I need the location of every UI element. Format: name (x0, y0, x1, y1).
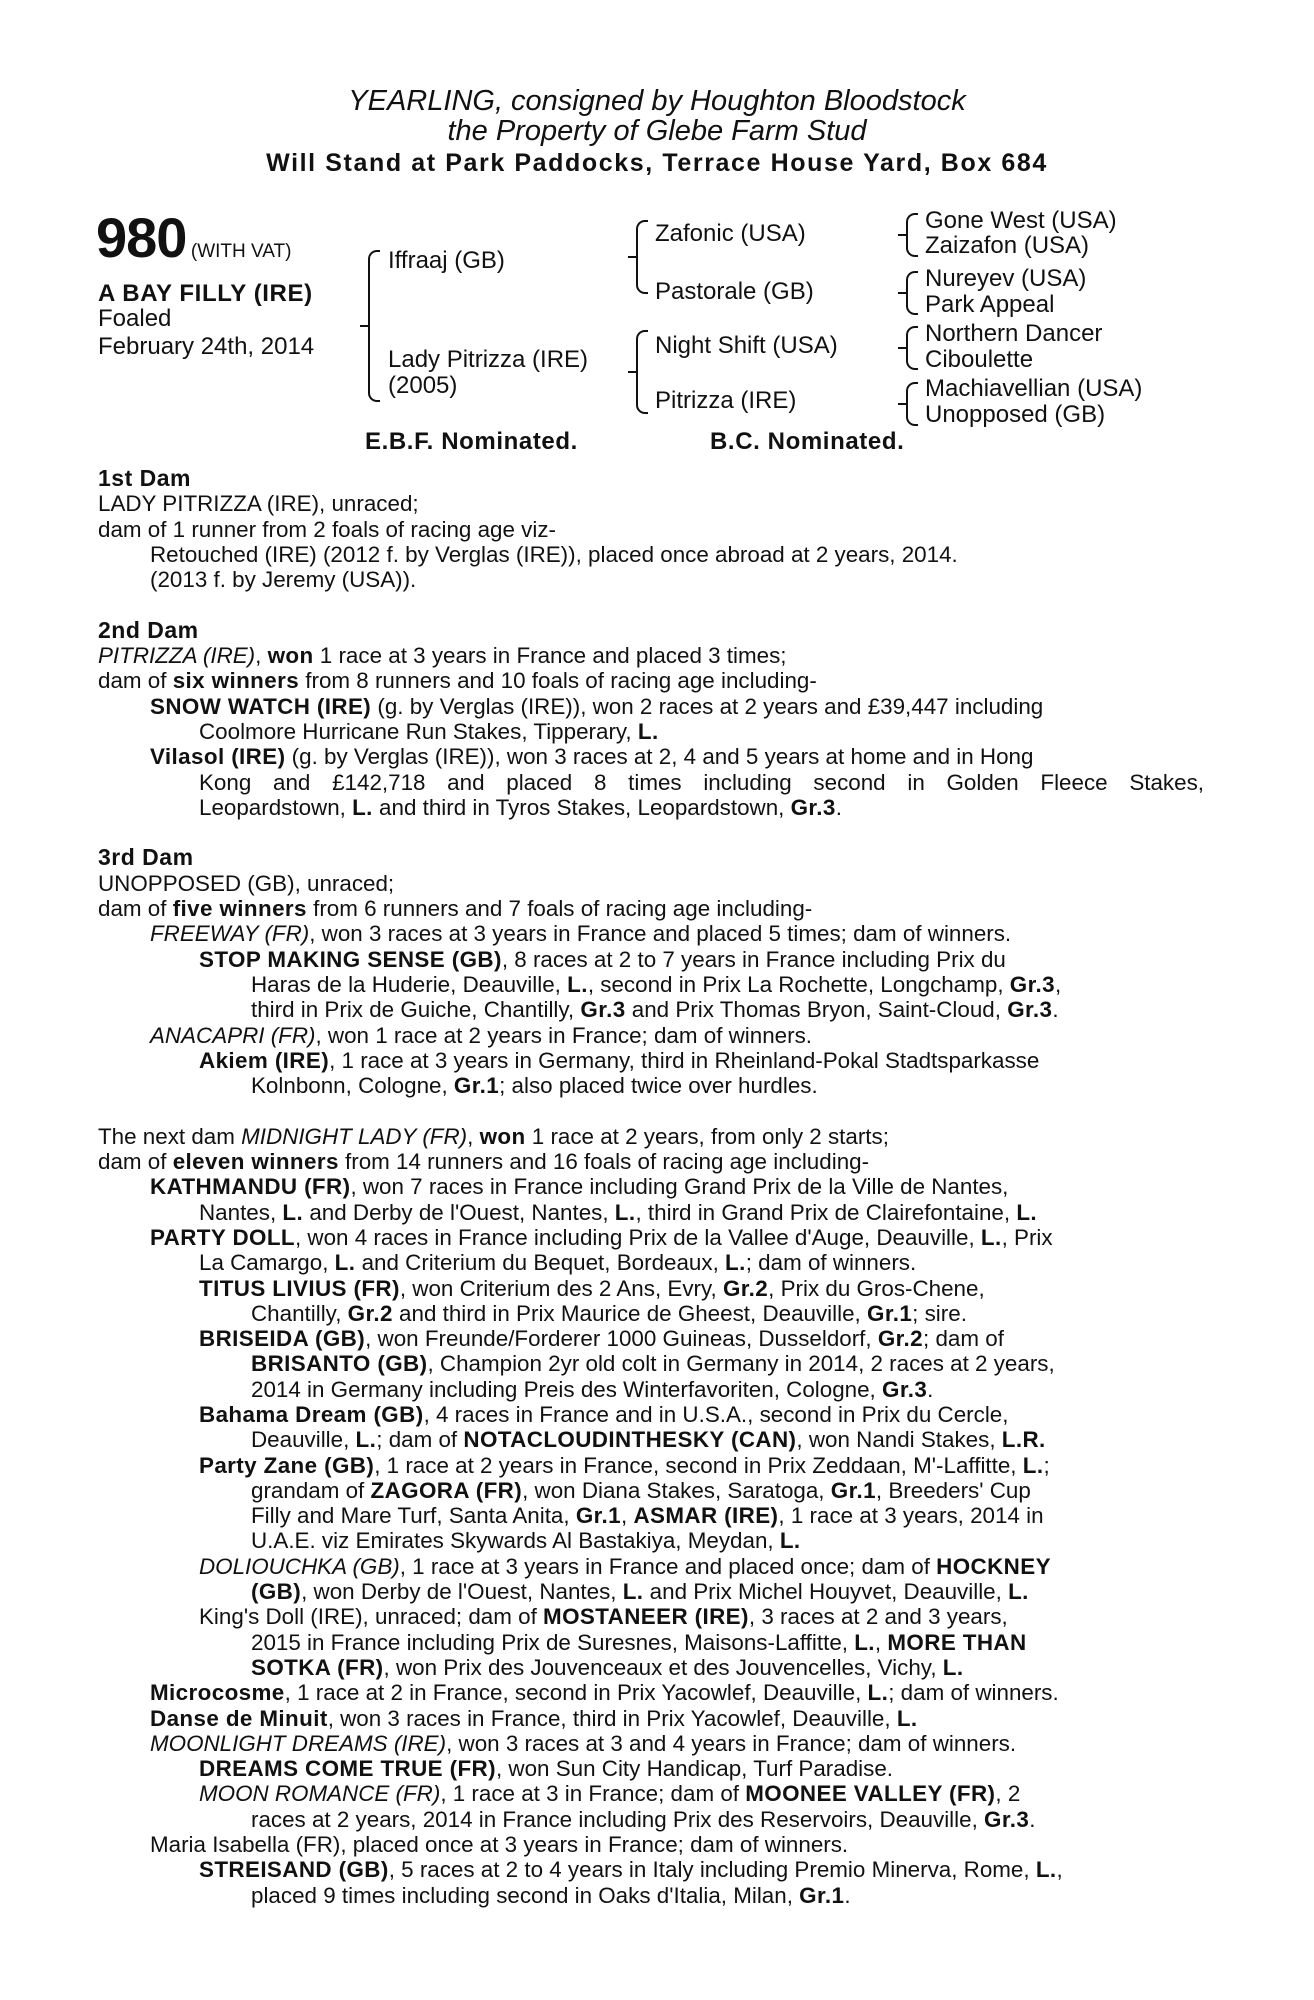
next-dam-line (98, 1301, 1204, 1326)
sire-name: Iffraaj (GB) (388, 247, 505, 274)
text-run: , third in Grand Prix de Clairefontaine, (635, 1199, 1017, 1225)
text-run: 1 race at 2 years, from only 2 starts; (525, 1123, 889, 1149)
text-run: , Prix du Gros-Chene, (768, 1275, 985, 1301)
pedigree-bracket-1 (368, 250, 380, 402)
text-run: U.A.E. viz Emirates Skywards Al Bastakiya, Meydan, (251, 1528, 780, 1554)
pedigree-bracket-2a (636, 220, 648, 294)
text-run: from 8 runners and 10 foals of racing age including- (299, 668, 817, 694)
lot-number-block (96, 206, 292, 269)
text-run: Gr.2 (722, 1275, 769, 1301)
text-run: DREAMS COME TRUE (FR) (199, 1756, 496, 1782)
text-run: and Prix Thomas Bryon, Saint-Cloud, (625, 997, 1008, 1023)
text-run: L. (567, 971, 588, 997)
third-dam-title: 3rd Dam (98, 844, 194, 871)
text-run: BRISANTO (GB) (251, 1351, 428, 1377)
text-run: PARTY DOLL (150, 1224, 295, 1250)
text-run: KATHMANDU (FR) (150, 1174, 351, 1200)
text-run: HOCKNEY (936, 1553, 1051, 1579)
foaled-date: February 24th, 2014 (98, 333, 315, 360)
sire-sire: Zafonic (USA) (655, 220, 806, 247)
text-run: 2014 in Germany including Preis des Winterfavoriten, Cologne, (251, 1376, 882, 1402)
text-run: , (1054, 971, 1062, 997)
consignment-line: YEARLING, consigned by Houghton Bloodstock (348, 85, 966, 117)
text-run: third in Prix de Guiche, Chantilly, (251, 997, 581, 1023)
text-run: , won 1 race at 2 years in France; dam of winners. (315, 1022, 813, 1048)
text-run: five winners (172, 896, 307, 922)
ebf-nominated: E.B.F. Nominated. (365, 428, 578, 455)
next-dam-line (98, 1174, 1204, 1199)
text-run: and third in Tyros Stakes, Leopardstown, (372, 794, 791, 820)
text-run: ; dam of winners. (888, 1680, 1059, 1706)
next-dam-line (98, 1200, 1204, 1225)
text-run: Haras de la Huderie, Deauville, (251, 971, 568, 997)
text-run: Deauville, (251, 1427, 356, 1453)
next-dam-line (98, 1604, 1204, 1629)
text-run: , 3 races at 2 and 3 years, (748, 1604, 1008, 1630)
text-run: ANACAPRI (FR) (150, 1022, 316, 1048)
next-dam-line (98, 1225, 1204, 1250)
text-run: MIDNIGHT LADY (FR) (241, 1123, 468, 1149)
text-run: L. (1022, 1452, 1044, 1478)
text-run: ; dam of (923, 1326, 1004, 1352)
text-run: MOSTANEER (IRE) (543, 1604, 749, 1630)
text-run: La Camargo, (199, 1250, 335, 1276)
gp-4: Park Appeal (925, 291, 1055, 318)
text-run: Gr.3 (1007, 997, 1053, 1023)
text-run: 1 race at 3 years in France and placed 3 times; (313, 643, 787, 669)
text-run: Bahama Dream (GB) (199, 1401, 424, 1427)
second-dam-line (98, 795, 1204, 820)
text-run: Akiem (IRE) (199, 1047, 330, 1073)
sire-dam: Pastorale (GB) (655, 278, 814, 305)
next-dam-line (98, 1781, 1204, 1806)
text-run: STREISAND (GB) (199, 1857, 389, 1883)
bc-nominated: B.C. Nominated. (710, 428, 905, 455)
text-run: Gr.1 (867, 1300, 913, 1326)
foaled-label: Foaled (98, 305, 172, 332)
text-run: MORE THAN (887, 1629, 1027, 1655)
text-run: . (1052, 997, 1059, 1023)
text-run: won (479, 1123, 526, 1149)
text-run: SOTKA (FR) (251, 1654, 384, 1680)
text-run: , 1 race at 2 years in France, second in Prix Zeddaan, M'-Laffitte, (374, 1452, 1023, 1478)
text-run: L. (614, 1199, 636, 1225)
gp-7: Machiavellian (USA) (925, 375, 1143, 402)
third-dam-line (98, 896, 1204, 921)
next-dam-line (98, 1579, 1204, 1604)
next-dam-line (98, 1680, 1204, 1705)
first-dam-title: 1st Dam (98, 465, 191, 491)
text-run: Gr.1 (575, 1503, 621, 1529)
text-run: BRISEIDA (GB) (199, 1326, 366, 1352)
text-run: placed 9 times including second in Oaks d'Italia, Milan, (251, 1882, 800, 1908)
text-run: L. (334, 1250, 356, 1276)
text-run: DOLIOUCHKA (GB) (199, 1553, 400, 1579)
text-run: and Derby de l'Ouest, Nantes, (303, 1199, 615, 1225)
text-run: ; dam of winners. (745, 1250, 917, 1276)
text-run: Gr.2 (877, 1326, 924, 1352)
text-run: , 1 race at 3 years in France and placed once; dam of (399, 1553, 937, 1579)
text-run: won (267, 643, 314, 669)
text-run: dam of (98, 1149, 173, 1175)
text-run: STOP MAKING SENSE (GB) (199, 946, 502, 972)
text-run: L. (867, 1680, 889, 1706)
text-run: Leopardstown, (199, 794, 353, 820)
next-dam-line (98, 1276, 1204, 1301)
text-run: (GB) (251, 1579, 302, 1605)
pedigree-bracket-3c (906, 326, 918, 370)
text-run: , 1 race at 3 in France; dam of (440, 1781, 746, 1807)
text-run: . (927, 1376, 934, 1402)
text-run: MOONEE VALLEY (FR) (745, 1781, 996, 1807)
next-dam-line (98, 1149, 1204, 1174)
text-run: L. (355, 1427, 377, 1453)
text-run: Gr.1 (453, 1073, 500, 1099)
text-run: Party Zane (GB) (199, 1452, 375, 1478)
pedigree-bracket-3b (906, 271, 918, 315)
lot-number: 980 (96, 206, 187, 269)
text-run: , won 7 races in France including Grand Prix de la Ville de Nantes, (350, 1174, 1009, 1200)
text-run: six winners (172, 668, 300, 694)
third-dam-line (98, 921, 1204, 946)
third-dam-line (98, 1023, 1204, 1048)
text-run: (g. by Verglas (IRE)), won 2 races at 2 years and £39,447 including (371, 693, 1044, 719)
next-dam-line (98, 1377, 1204, 1402)
text-run: Filly and Mare Turf, Santa Anita, (251, 1503, 576, 1529)
next-dam-line (98, 1124, 1204, 1149)
next-dam-line (98, 1706, 1204, 1731)
text-run: , 2 (995, 1781, 1021, 1807)
next-dam-line (98, 1453, 1204, 1478)
text-run: Gr.3 (580, 997, 626, 1023)
text-run: , won Derby de l'Ouest, Nantes, (301, 1579, 623, 1605)
text-run: races at 2 years, 2014 in France including Prix des Reservoirs, Deauville, (251, 1806, 985, 1832)
dam-name: Lady Pitrizza (IRE) (388, 346, 589, 373)
gp-3: Nureyev (USA) (925, 265, 1087, 292)
text-run: and Prix Michel Houyvet, Deauville, (643, 1579, 1009, 1605)
text-run: L. (1008, 1579, 1029, 1605)
text-run: , won 3 races at 3 and 4 years in France; dam of winners. (446, 1730, 1017, 1756)
next-dam-line (98, 1478, 1204, 1503)
text-run: ; (1043, 1452, 1050, 1478)
text-run: L.R. (1001, 1427, 1046, 1453)
text-run: ; sire. (912, 1300, 967, 1326)
second-dam-line (98, 770, 1204, 795)
text-run: , Prix (1001, 1224, 1053, 1250)
dam-sire: Night Shift (USA) (655, 332, 838, 359)
next-dam-line (98, 1528, 1204, 1553)
text-run: (g. by Verglas (IRE)), won 3 races at 2, 4 and 5 years at home and in Hong (285, 744, 1034, 770)
next-dam-line (98, 1326, 1204, 1351)
next-dam-line (98, 1655, 1204, 1680)
text-run: dam of (98, 896, 173, 922)
lot-name: A BAY FILLY (IRE) (98, 280, 313, 307)
text-run: L. (352, 794, 373, 820)
next-dam-line (98, 1554, 1204, 1579)
text-run: Gr.3 (790, 794, 836, 820)
text-run: Coolmore Hurricane Run Stakes, Tipperary, (199, 718, 638, 744)
next-dam-line (98, 1756, 1204, 1781)
text-run: , won Sun City Handicap, Turf Paradise. (495, 1756, 893, 1782)
text-run: , won 3 races in France, third in Prix Yacowlef, Deauville, (327, 1705, 897, 1731)
text-run: L. (779, 1528, 801, 1554)
second-dam-line (98, 643, 1204, 668)
text-run: . (835, 794, 842, 820)
second-dam-line (98, 668, 1204, 693)
next-dam-line (98, 1503, 1204, 1528)
next-dam-line (98, 1351, 1204, 1376)
next-dam-line (98, 1857, 1204, 1882)
text-run: , won 3 races at 3 years in France and placed 5 times; dam of winners. (309, 921, 1012, 947)
text-run: , (255, 643, 268, 669)
text-run: , Breeders' Cup (875, 1477, 1031, 1503)
first-dam-line: LADY PITRIZZA (IRE), unraced; (98, 491, 419, 517)
text-run: L. (1016, 1199, 1038, 1225)
second-dam-line (98, 719, 1204, 744)
gp-6: Ciboulette (925, 346, 1034, 373)
gp-8: Unopposed (GB) (925, 401, 1106, 428)
first-dam-line: Retouched (IRE) (2012 f. by Verglas (IRE)), placed once abroad at 2 years, 2014. (150, 541, 958, 567)
text-run: , Champion 2yr old colt in Germany in 2014, 2 races at 2 years, (427, 1351, 1055, 1377)
dam-year: (2005) (388, 372, 458, 399)
text-run: PITRIZZA (IRE) (98, 643, 256, 669)
next-dam-line (98, 1427, 1204, 1452)
text-run: and third in Prix Maurice de Gheest, Deauville, (392, 1300, 867, 1326)
text-run: , won Nandi Stakes, (796, 1427, 1002, 1453)
text-run: Gr.1 (799, 1882, 845, 1908)
text-run: MOONLIGHT DREAMS (IRE) (150, 1730, 447, 1756)
second-dam-line (98, 744, 1204, 769)
text-run: , 1 race at 2 in France, second in Prix Yacowlef, Deauville, (284, 1680, 868, 1706)
third-dam-line (98, 997, 1204, 1022)
text-run: , (874, 1629, 888, 1655)
text-run: L. (282, 1199, 304, 1225)
text-run: L. (622, 1579, 644, 1605)
text-run: Gr.3 (984, 1806, 1030, 1832)
pedigree-bracket-3a (906, 213, 918, 257)
first-dam-line: dam of 1 runner from 2 foals of racing age viz- (98, 516, 556, 542)
text-run: , won Freunde/Forderer 1000 Guineas, Dusseldorf, (365, 1326, 878, 1352)
text-run: L. (942, 1654, 964, 1680)
text-run: dam of (98, 668, 173, 694)
text-run: , won Criterium des 2 Ans, Evry, (399, 1275, 723, 1301)
text-run: L. (725, 1250, 746, 1276)
text-run: , won Prix des Jouvenceaux et des Jouvencelles, Vichy, (383, 1654, 943, 1680)
text-run: Chantilly, (251, 1300, 348, 1326)
text-run: ; also placed twice over hurdles. (499, 1073, 818, 1099)
text-run: Kolnbonn, Cologne, (251, 1073, 454, 1099)
third-dam-line (98, 1073, 1204, 1098)
pedigree-bracket-2b (636, 330, 648, 414)
text-run: grandam of (251, 1477, 371, 1503)
first-dam-line: (2013 f. by Jeremy (USA)). (150, 567, 417, 593)
text-run: , 1 race at 3 years, 2014 in (778, 1503, 1044, 1529)
next-dam-line (98, 1630, 1204, 1655)
text-run: King's Doll (IRE), unraced; dam of (199, 1604, 544, 1630)
text-run: L. (854, 1629, 875, 1655)
text-run: . (1029, 1806, 1036, 1832)
text-run: , (1056, 1857, 1063, 1883)
text-run: eleven winners (172, 1149, 339, 1175)
text-run: NOTACLOUDINTHESKY (CAN) (463, 1427, 797, 1453)
text-run: FREEWAY (FR) (150, 921, 310, 947)
text-run: Gr.3 (1009, 971, 1055, 997)
property-line: the Property of Glebe Farm Stud (447, 115, 867, 147)
pedigree-bracket-3d (906, 382, 918, 426)
text-run: , won Diana Stakes, Saratoga, (522, 1477, 831, 1503)
next-dam-line (98, 1250, 1204, 1275)
gp-1: Gone West (USA) (925, 207, 1117, 234)
text-run: SNOW WATCH (IRE) (150, 693, 372, 719)
text-run: Gr.3 (882, 1376, 928, 1402)
next-dam-line: Maria Isabella (FR), placed once at 3 years in France; dam of winners. (150, 1832, 849, 1858)
text-run: . (844, 1882, 851, 1908)
text-run: , 5 races at 2 to 4 years in Italy including Premio Minerva, Rome, (388, 1857, 1036, 1883)
text-run: Gr.1 (830, 1477, 876, 1503)
text-run: , (467, 1123, 480, 1149)
third-dam-line (98, 972, 1204, 997)
text-run: from 6 runners and 7 foals of racing age including- (306, 896, 813, 922)
text-run: L. (637, 718, 659, 744)
text-run: , 8 races at 2 to 7 years in France including Prix du (501, 946, 1006, 972)
text-run: Vilasol (IRE) (150, 744, 286, 770)
text-run: , second in Prix La Rochette, Longchamp, (587, 971, 1010, 997)
text-run: , 4 races in France and in U.S.A., second in Prix du Cercle, (423, 1401, 1009, 1427)
text-run: and Criterium du Bequet, Bordeaux, (355, 1250, 726, 1276)
text-run: ZAGORA (FR) (370, 1477, 523, 1503)
text-run: ; dam of (376, 1427, 464, 1453)
dam-dam: Pitrizza (IRE) (655, 387, 797, 414)
text-run: L. (1035, 1857, 1057, 1883)
next-dam-line (98, 1402, 1204, 1427)
third-dam-line (98, 947, 1204, 972)
second-dam-title: 2nd Dam (98, 616, 199, 643)
dam-sections (98, 466, 1204, 1908)
text-run: Microcosme (150, 1680, 285, 1706)
text-run: L. (980, 1224, 1002, 1250)
second-dam-line (98, 694, 1204, 719)
next-dam-line (98, 1883, 1204, 1908)
text-run: Nantes, (199, 1199, 283, 1225)
text-run: from 14 runners and 16 foals of racing age including- (338, 1149, 870, 1175)
text-run: , (621, 1503, 634, 1529)
text-run: ASMAR (IRE) (633, 1503, 779, 1529)
text-run: , won 4 races in France including Prix de la Vallee d'Auge, Deauville, (294, 1224, 981, 1250)
text-run: Danse de Minuit (150, 1705, 328, 1731)
gp-2: Zaizafon (USA) (925, 232, 1090, 259)
third-dam-line (98, 1048, 1204, 1073)
stand-location-line: Will Stand at Park Paddocks, Terrace House Yard, Box 684 (266, 149, 1048, 177)
text-run: 2015 in France including Prix de Suresnes, Maisons-Laffitte, (251, 1629, 855, 1655)
text-run: L. (896, 1705, 918, 1731)
text-run: , 1 race at 3 years in Germany, third in Rheinland-Pokal Stadtsparkasse (329, 1047, 1040, 1073)
next-dam-line (98, 1731, 1204, 1756)
text-run: Kong and £142,718 and placed 8 times including second in Golden Fleece Stakes, (199, 769, 1204, 795)
text-run: Gr.2 (347, 1300, 393, 1326)
text-run: TITUS LIVIUS (FR) (199, 1275, 400, 1301)
text-run: The next dam (98, 1123, 242, 1149)
text-run: MOON ROMANCE (FR) (199, 1781, 441, 1807)
next-dam-line (98, 1807, 1204, 1832)
third-dam-line: UNOPPOSED (GB), unraced; (98, 870, 395, 896)
gp-5: Northern Dancer (925, 320, 1103, 347)
vat-note: (WITH VAT) (190, 241, 292, 262)
